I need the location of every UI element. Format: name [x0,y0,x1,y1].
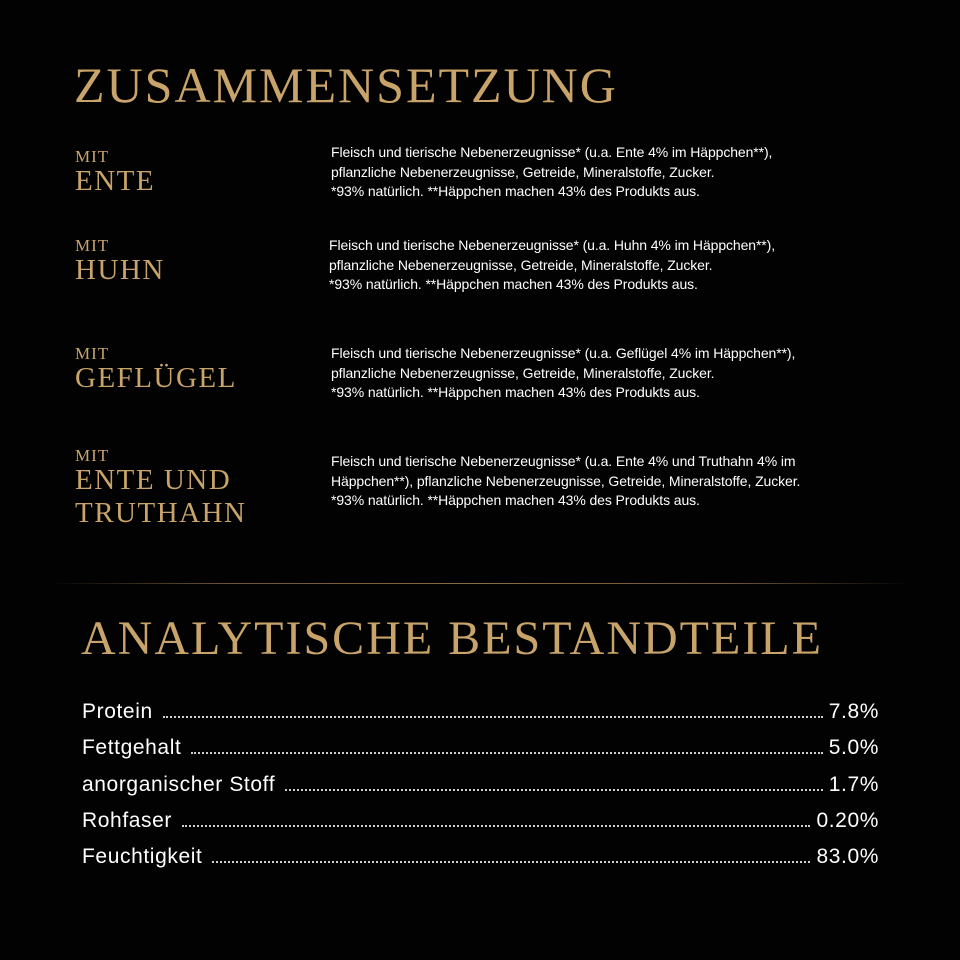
analysis-label: Fettgehalt [82,736,182,760]
analysis-row [82,773,879,809]
description-line: Fleisch und tierische Nebenerzeugnisse* (u.a. Geflügel 4% im Häppchen**), [331,345,796,361]
description-line: pflanzliche Nebenerzeugnisse, Getreide, Mineralstoffe, Zucker. [329,256,713,273]
description-line: pflanzliche Nebenerzeugnisse, Getreide, Mineralstoffe, Zucker. [331,364,715,381]
analysis-row [82,845,879,881]
section-divider [50,583,910,584]
analysis-row [82,700,879,736]
analysis-table [82,700,879,881]
description-line: *93% natürlich. **Häppchen machen 43% des Produkts aus. [331,492,700,508]
description-line: Fleisch und tierische Nebenerzeugnisse* (u.a. Ente 4% und Truthahn 4% im [331,453,796,469]
composition-title: ZUSAMMENSETZUNG [74,57,618,113]
variant-name: HUHN [75,254,165,286]
analysis-label: anorganischer Stoff [82,772,276,796]
analysis-label: Protein [82,700,153,723]
analysis-label: Feuchtigkeit [82,845,203,869]
variant-description-ente [331,143,772,202]
description-line: *93% natürlich. **Häppchen machen 43% des Produkts aus. [331,183,700,199]
dot-leader [212,861,810,863]
analysis-value: 7.8% [828,700,879,723]
analysis-value: 1.7% [828,772,879,796]
dot-leader [163,716,823,718]
analysis-row [82,809,879,845]
analysis-value: 83.0% [816,845,879,869]
variant-prefix: MIT [75,147,110,166]
variant-description-gefluegel [331,344,795,403]
variant-name: GEFLÜGEL [75,362,237,394]
variant-gefluegel [75,345,237,395]
description-line: Fleisch und tierische Nebenerzeugnisse* (u.a. Ente 4% im Häppchen**), [331,144,773,160]
variant-description-ente-und-truthahn [331,452,800,511]
description-line: *93% natürlich. **Häppchen machen 43% des Produkts aus. [331,384,700,400]
variant-description-huhn [329,236,775,295]
analysis-value: 5.0% [828,736,879,760]
analysis-value: 0.20% [816,808,879,832]
variant-prefix: MIT [75,446,110,465]
analysis-label: Rohfaser [82,808,173,832]
description-line: Fleisch und tierische Nebenerzeugnisse* (u.a. Huhn 4% im Häppchen**), [329,237,776,253]
variant-name: ENTE [75,165,156,197]
analysis-title: ANALYTISCHE BESTANDTEILE [81,612,823,665]
dot-leader [182,825,810,827]
variant-ente-und-truthahn [75,447,247,530]
dot-leader [285,789,823,791]
variant-ente [75,148,155,198]
description-line: Häppchen**), pflanzliche Nebenerzeugnisse, Getreide, Mineralstoffe, Zucker. [331,472,801,489]
variant-prefix: MIT [75,236,110,255]
variant-name: ENTE UND [75,464,232,496]
dot-leader [191,752,822,754]
analysis-row [82,736,879,772]
variant-prefix: MIT [75,344,110,363]
variant-name: TRUTHAHN [75,497,247,529]
variant-huhn [75,237,165,287]
description-line: *93% natürlich. **Häppchen machen 43% des Produkts aus. [329,276,698,292]
description-line: pflanzliche Nebenerzeugnisse, Getreide, Mineralstoffe, Zucker. [331,163,715,180]
